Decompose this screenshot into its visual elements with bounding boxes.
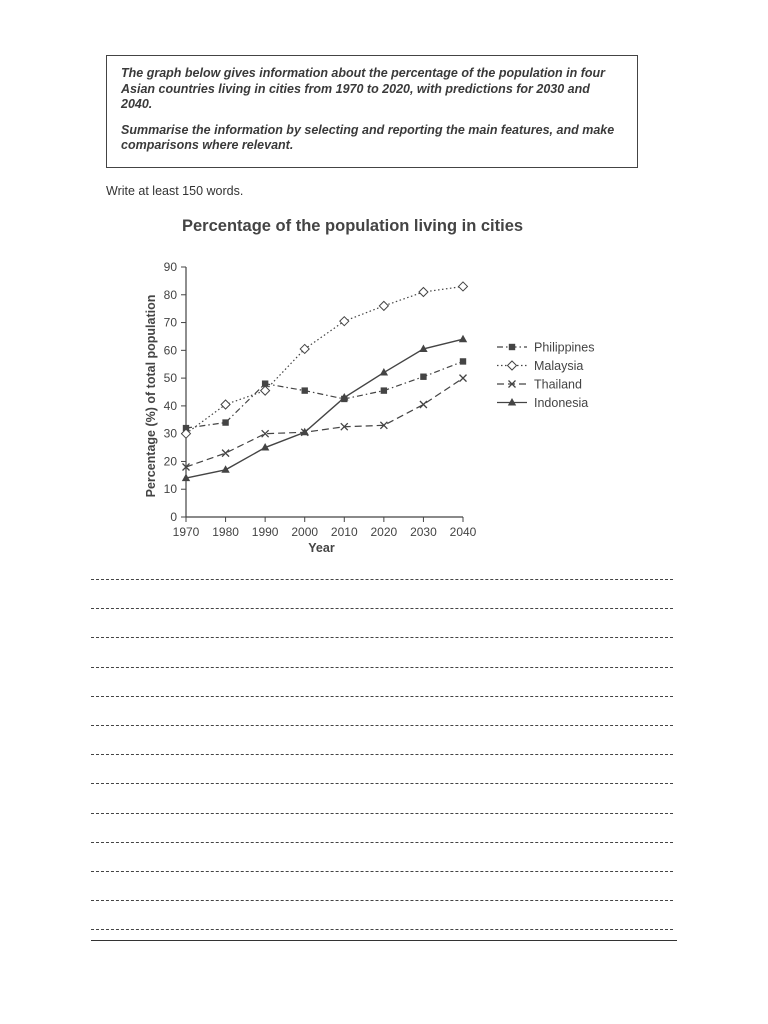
- word-count-instruction: Write at least 150 words.: [106, 184, 244, 198]
- answer-line: [91, 579, 673, 580]
- y-tick-label: 50: [163, 371, 177, 386]
- thailand-point: [222, 450, 229, 457]
- x-tick-label: 1980: [212, 525, 239, 539]
- legend-marker-malaysia: [508, 361, 517, 370]
- legend: [497, 341, 594, 411]
- y-tick-label: 40: [163, 398, 177, 413]
- legend-label-indonesia: Indonesia: [534, 396, 589, 410]
- y-tick-label: 80: [163, 287, 177, 302]
- legend-label-malaysia: Malaysia: [534, 359, 584, 373]
- answer-line: [91, 813, 673, 814]
- x-tick-label: 1970: [172, 525, 200, 539]
- y-tick-label: 30: [163, 426, 177, 441]
- philippines-point: [302, 387, 308, 393]
- answer-line: [91, 900, 673, 901]
- y-tick-label: 60: [163, 343, 177, 358]
- legend-label-thailand: Thailand: [534, 377, 582, 392]
- philippines-point: [222, 419, 228, 425]
- indonesia-line: [186, 339, 463, 478]
- philippines-line: [186, 361, 463, 428]
- y-tick-label: 20: [163, 454, 177, 469]
- answer-line: [91, 929, 673, 930]
- indonesia-point: [221, 465, 229, 473]
- y-tick-label: 0: [170, 510, 177, 524]
- thailand-point: [420, 401, 427, 408]
- thailand-point: [460, 375, 467, 382]
- x-tick-label: 2040: [449, 525, 477, 539]
- indonesia-point: [380, 368, 388, 376]
- answer-line: [91, 871, 673, 872]
- x-tick-label: 2020: [370, 525, 398, 539]
- x-tick-label: 2030: [410, 525, 437, 539]
- y-tick-label: 70: [163, 315, 177, 330]
- x-tick-label: 2000: [291, 525, 319, 539]
- y-tick-label: 10: [163, 482, 177, 497]
- malaysia-point: [379, 301, 388, 310]
- chart-title: Percentage of the population living in cities: [182, 217, 524, 235]
- answer-line: [91, 608, 673, 609]
- legend-label-philippines: Philippines: [534, 340, 595, 355]
- series-philippines: [183, 358, 466, 431]
- y-axis-label: Percentage (%) of total population: [144, 294, 158, 498]
- malaysia-point: [419, 288, 428, 297]
- answer-line: [91, 667, 673, 668]
- x-axis-label: Year: [308, 541, 335, 555]
- x-tick-label: 1990: [251, 525, 279, 539]
- malaysia-point: [221, 400, 230, 409]
- answer-line: [91, 696, 673, 697]
- legend-marker-philippines: [509, 344, 515, 350]
- philippines-point: [420, 374, 426, 380]
- answer-line: [91, 637, 673, 638]
- x-tick-label: 2010: [330, 525, 358, 539]
- answer-line: [91, 725, 673, 726]
- answer-line: [91, 842, 673, 843]
- bottom-rule: [91, 940, 677, 941]
- philippines-point: [381, 387, 387, 393]
- y-tick-label: 90: [163, 260, 177, 274]
- malaysia-point: [340, 317, 349, 326]
- malaysia-point: [459, 282, 468, 291]
- philippines-point: [460, 358, 466, 364]
- answer-line: [91, 783, 673, 784]
- answer-line: [91, 754, 673, 755]
- task-paragraph-2: Summarise the information by selecting and reporting the main features, and make comparisons where relevant.: [121, 122, 615, 152]
- legend-marker-indonesia: [508, 398, 516, 406]
- malaysia-line: [186, 286, 463, 433]
- indonesia-point: [459, 335, 467, 343]
- task-paragraph-1: The graph below gives information about the percentage of the population in four Asian countries living in cities from 1970 to 2020, with predictions for 2030 and 2040.: [121, 66, 606, 111]
